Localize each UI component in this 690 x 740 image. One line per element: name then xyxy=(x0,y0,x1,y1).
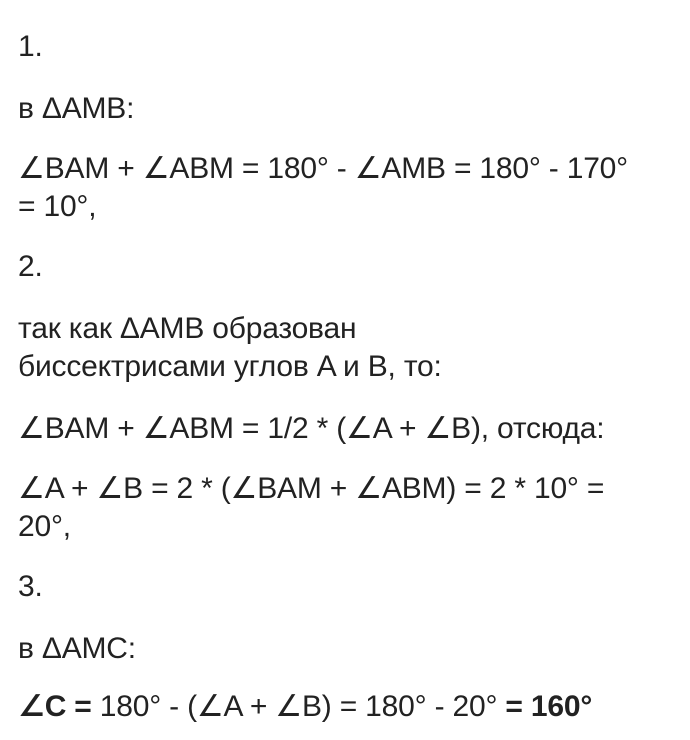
step-2-heading-line-1: так как ΔAMB образован xyxy=(18,312,357,345)
step-2-equation-line-1: ∠A + ∠B = 2 * (∠BAM + ∠ABM) = 2 * 10° = xyxy=(18,472,605,505)
step-3-number: 3. xyxy=(18,570,43,603)
step-1-heading: в ΔAMB: xyxy=(18,92,135,125)
step-3-result xyxy=(18,688,678,726)
step-2-formula: ∠BAM + ∠ABM = 1/2 * (∠A + ∠B), отсюда: xyxy=(18,412,605,445)
step-1-number: 1. xyxy=(18,30,43,63)
step-3-heading: в ΔAMC: xyxy=(18,632,136,665)
step-2-equation-line-2: 20°, xyxy=(18,510,71,543)
step-2-heading-line-2: биссектрисами углов A и B, то: xyxy=(18,350,442,383)
result-angle-c: ∠C = xyxy=(18,690,92,723)
step-1-equation-line-1: ∠BAM + ∠ABM = 180° - ∠AMB = 180° - 170° xyxy=(18,152,628,185)
step-2-number: 2. xyxy=(18,250,43,283)
result-value: = 160° xyxy=(505,690,593,723)
step-1-equation-line-2: = 10°, xyxy=(18,190,97,223)
result-computation: 180° - (∠A + ∠B) = 180° - 20° xyxy=(91,690,506,723)
